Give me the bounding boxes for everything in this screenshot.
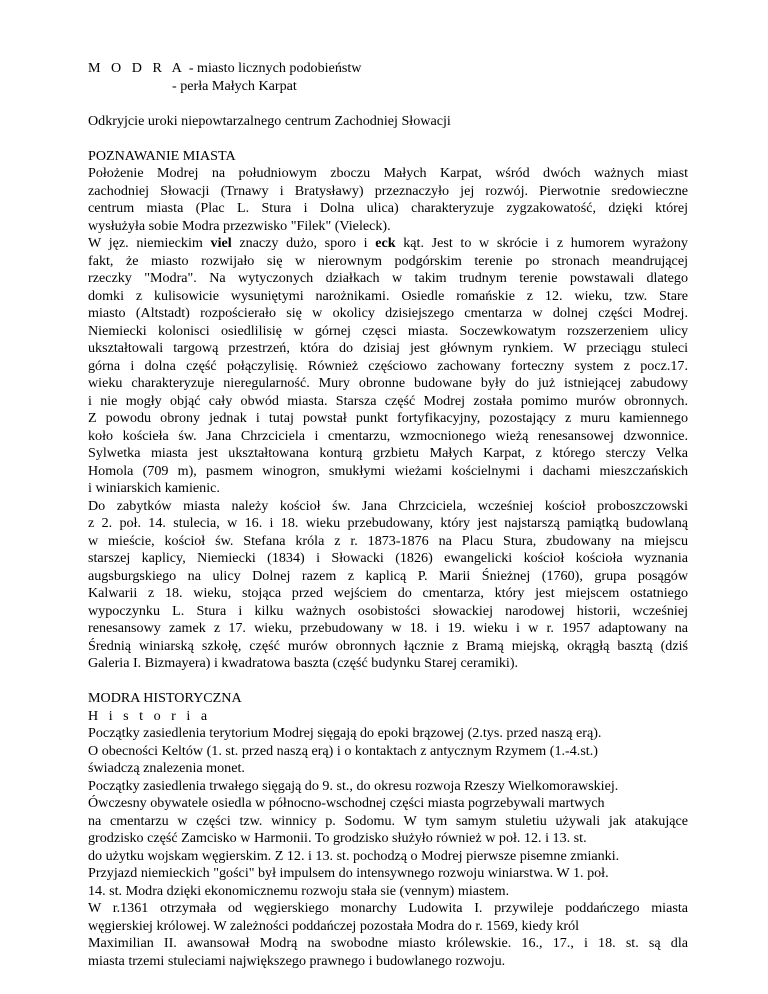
tagline-2: - perła Małych Karpat: [172, 77, 297, 94]
text-line-with-bold: [88, 235, 688, 253]
text-line: Średnią winiarską szkołę, część murów obronnych łącznie z Bramą miejską, okrągłą basztą (dziś: [88, 637, 688, 654]
text-line: Maximilian II. awansował Modrą na swobodne miasto królewskie. 16., 17., i 18. st. są dla: [88, 935, 688, 951]
text-line: fakt, że miasto rozwijało się w nierownym podgórskim terenie po stronach meandrującej: [88, 252, 688, 269]
text-line: w mieście, kościoł św. Stefana króla z r. 1873-1876 na Placu Stura, zbudowany na miejscu: [88, 532, 688, 549]
section-1-body: [88, 165, 688, 673]
text-line: z 2. poł. 14. stulecia, w 16. i 18. wieku przebudowany, który jest najstarszą pamiątką budowlaną: [88, 515, 688, 531]
document-title: [88, 60, 688, 78]
text-line: Kalwarii z 18. wieku, stojąca przed wejściem do cmentarza, który jest miejscem ostatniego: [88, 585, 688, 601]
text-line: wypoczynku L. Stura i kilku ważnych osobistości słowackiej narodowej historii, wcześniej: [88, 602, 688, 619]
text-line: Z powodu obrony jednak i tutaj powstał punkt fortyfikacyjny, pozostający z muru kamiennego: [88, 410, 688, 426]
text-line: i nie mogły objąć cały obwód miasta. Starsza część Modrej została pomimo murów obronnych.: [88, 392, 688, 409]
section-2-heading: MODRA HISTORYCZNA: [88, 690, 242, 706]
text-line: Początky zasiedlenia trwałego sięgają do 9. st., do okresu rozwoja Rzeszy Wielkomorawskiej.: [88, 777, 619, 794]
text-line: augsburgskiego na ulicy Dolnej razem z kaplicą P. Marii Śnieżnej (1760), grupa posągów: [88, 567, 688, 584]
text-line: Początky zasiedlenia terytorium Modrej sięgają do epoki brązowej (2.tys. przed naszą erą).: [88, 725, 602, 741]
text-line: miasta trzemi stuleciami największego prawnego i budowlanego rozwoju.: [88, 952, 506, 969]
text-line: węgierskiej królowej. W zależności poddańczej pozostała Modra do r. 1569, kiedy król: [88, 917, 580, 934]
title-word: M O D R A: [88, 60, 186, 76]
text-line: centrum miasta (Plac L. Stura i Dolna ulica) charakteryzuje zygzakowatość, dzięki której: [88, 200, 688, 216]
text-line: do użytku wojskam węgierskim. Z 12. i 13. st. pochodzą o Modrej pierwsze pisemne zmianki.: [88, 847, 620, 864]
text-line: W r.1361 otrzymała od węgierskiego monarchy Ludowita I. przywileje poddańczego miasta: [88, 900, 688, 916]
text-line: Niemiecki kolonisci osiedlilisię w górnej częsci miasta. Soczewkowatym rozszerzeniem ulicy: [88, 322, 688, 339]
text-line: rzeczky "Modra". Na wytyczonych działkach w takim trudnym terenie powstawali dlatego: [88, 270, 688, 286]
text-line: górna i dolna część połączylisię. Również częściowo zachowany forteczny system z pocz.17.: [88, 357, 688, 374]
text-line: O obecności Keltów (1. st. przed naszą erą) i o kontaktach z antycznym Rzymem (1.-4.st.): [88, 742, 598, 759]
tagline-1: - miasto licznych podobieństw: [188, 60, 362, 76]
text-line: starszej kaplicy, Niemiecki (1834) i Słowacki (1826) ewangelicki kościoł kościoła wyznania: [88, 550, 688, 566]
text-line: Do zabytków miasta należy kościoł św. Jana Chrzciciela, wcześniej kościoł proboszczowski: [88, 497, 688, 514]
text-line: Położenie Modrej na południowym zboczu Małych Karpat, wśród dwóch ważnych miast: [88, 165, 688, 181]
text-line: ukształtowali targową przestrzeń, która do dzisiaj jest głównym rynkiem. W przeciągu stuleci: [88, 340, 688, 356]
inline-viel-a: W jęz. niemieckim: [88, 235, 211, 251]
inline-viel-b: viel: [210, 235, 232, 251]
text-line: koło kościeła św. Jana Chrzciciela i cmentarzu, wzmocnionego wieżą renesansowej dzwonnice.: [88, 427, 688, 444]
text-line: domki z kulisowicie wysuniętymi narożnikami. Osiedle romańskie z 12. wieku, tzw. Stare: [88, 287, 688, 304]
inline-viel-c: znaczy dużo, sporo i: [231, 235, 376, 251]
text-line: Galeria I. Bizmayera) i kwadratowa baszta (część budynku Starej ceramiki).: [88, 655, 519, 671]
text-line: wieku charakteryzuje nieregularność. Mury obronne budowane były do już istniejącej zabudowy: [88, 375, 688, 391]
text-line: Ówczesny obywatele osiedla w północno-wschodnej części miasta pogrzebywali martwych: [88, 795, 605, 811]
text-line: wysłużyła sobie Modra przezwisko "Filek" (Vieleck).: [88, 217, 391, 234]
section-2-body: [88, 725, 688, 970]
text-line: i winiarskich kamienic.: [88, 480, 220, 496]
text-line: Przyjazd niemieckich "gości" był impulsem do intensywnego rozwoju winiarstwa. W 1. poł.: [88, 865, 609, 881]
text-line: na cmentarzu w części tzw. winnicy p. Sodomu. W tym samym stuletiu używali jak atakujące: [88, 812, 688, 829]
section-1-heading: POZNAWANIE MIASTA: [88, 147, 236, 164]
text-line: zachodniej Słowacji (Trnawy i Bratysławy) przeznaczyło jej rozwój. Pierwotnie sredowieczne: [88, 182, 688, 199]
inline-viel-e: kąt. Jest to w skrócie i z humorem wyrażony: [395, 235, 688, 251]
text-line: 14. st. Modra dzięki ekonomicznemu rozwoju stała sie (vennym) miastem.: [88, 882, 510, 899]
text-line: świadczą znalezenia monet.: [88, 760, 245, 776]
inline-viel-d: eck: [375, 235, 396, 251]
intro-text: Odkryjcie uroki niepowtarzalnego centrum Zachodniej Słowacji: [88, 112, 451, 129]
text-line: Sylwetka miasta jest ukształtowana konturą grzbietu Małych Karpat, z którego sterczy Velka: [88, 445, 688, 461]
text-line: renesansowy zamek z 17. wieku, przebudowany w 18. i 19. wieku i w r. 1957 adaptowany na: [88, 620, 688, 636]
document-page: [88, 60, 688, 970]
text-line: Homola (709 m), pasmem winogron, smukłymi wieżami kościelnymi i dachami mieszczańskich: [88, 462, 688, 479]
text-line: grodzisko część Zamcisko w Harmonii. To grodzisko służyło również w poł. 12. i 13. st.: [88, 830, 587, 846]
text-line: miasto (Altstadt) rozpościerało się w okolicy dzisiejszego cmentarza w dolnej części Modrej.: [88, 305, 688, 321]
section-2-subheading: H i s t o r i a: [88, 707, 211, 724]
